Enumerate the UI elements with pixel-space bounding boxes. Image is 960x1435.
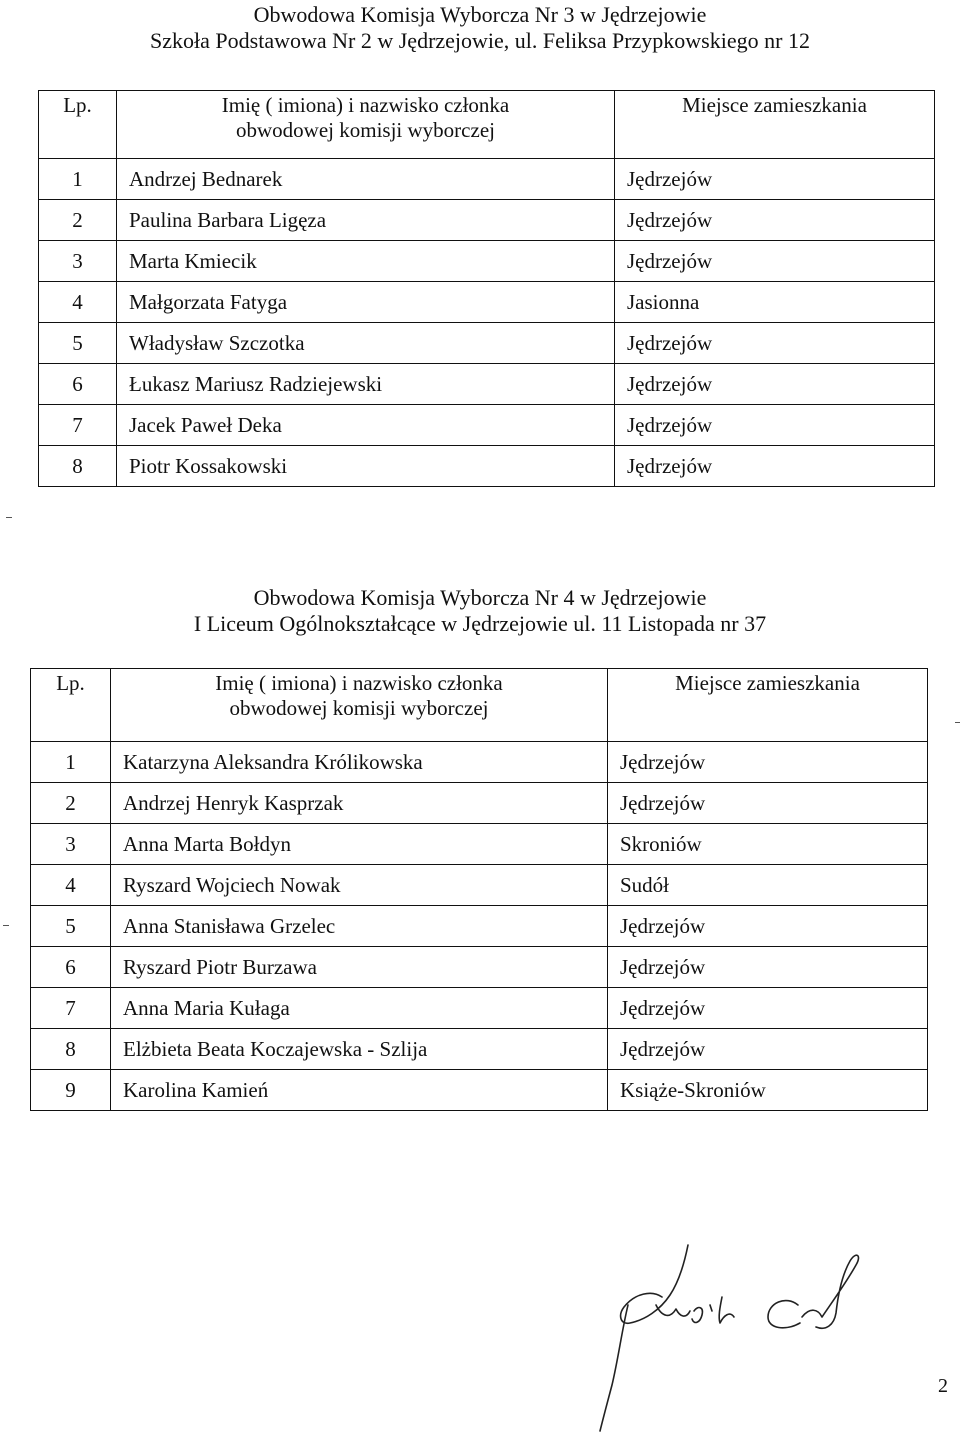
table-row: [39, 159, 935, 200]
section-1-address: Szkoła Podstawowa Nr 2 w Jędrzejowie, ul. Feliksa Przypkowskiego nr 12: [150, 28, 810, 53]
section-1-heading: [40, 2, 920, 54]
section-2-heading: [40, 585, 920, 637]
row-lp: 6: [31, 947, 111, 988]
row-name: Władysław Szczotka: [117, 323, 615, 364]
row-lp: 5: [31, 906, 111, 947]
row-place: Jędrzejów: [608, 742, 928, 783]
table-row: [39, 282, 935, 323]
table-row: [31, 1029, 928, 1070]
row-lp: 7: [31, 988, 111, 1029]
table-row: [39, 446, 935, 487]
scan-mark: [955, 722, 960, 723]
table-row: [31, 906, 928, 947]
row-name: Anna Maria Kułaga: [111, 988, 608, 1029]
row-place: Jędrzejów: [608, 783, 928, 824]
row-lp: 2: [39, 200, 117, 241]
row-name: Paulina Barbara Ligęza: [117, 200, 615, 241]
header-lp: Lp.: [31, 669, 111, 742]
header-lp: Lp.: [39, 91, 117, 159]
section-1-title: Obwodowa Komisja Wyborcza Nr 3 w Jędrzejowie: [253, 2, 707, 27]
row-lp: 8: [39, 446, 117, 487]
row-place: Jasionna: [615, 282, 935, 323]
table-row: [39, 323, 935, 364]
header-place: Miejsce zamieszkania: [615, 91, 935, 159]
table-row: [31, 742, 928, 783]
row-place: Jędrzejów: [615, 405, 935, 446]
scan-mark: [3, 925, 9, 926]
handwritten-signature: [590, 1235, 890, 1435]
section-2-table: [30, 668, 928, 1111]
row-place: Jędrzejów: [615, 200, 935, 241]
row-name: Ryszard Wojciech Nowak: [111, 865, 608, 906]
scan-mark: [6, 517, 12, 518]
header-place: Miejsce zamieszkania: [608, 669, 928, 742]
table-row: [31, 947, 928, 988]
header-name: [117, 91, 615, 159]
row-lp: 1: [39, 159, 117, 200]
table-row: [39, 200, 935, 241]
row-name: Anna Stanisława Grzelec: [111, 906, 608, 947]
table-row: [31, 824, 928, 865]
header-name-line2: obwodowej komisji wyborczej: [229, 696, 489, 720]
section-1-table: [38, 90, 935, 487]
row-place: Jędrzejów: [615, 241, 935, 282]
table-header-row: [31, 669, 928, 742]
row-place: Jędrzejów: [615, 159, 935, 200]
header-name: [111, 669, 608, 742]
row-name: Anna Marta Bołdyn: [111, 824, 608, 865]
row-name: Małgorzata Fatyga: [117, 282, 615, 323]
row-place: Jędrzejów: [608, 906, 928, 947]
row-place: Skroniów: [608, 824, 928, 865]
row-name: Elżbieta Beata Koczajewska - Szlija: [111, 1029, 608, 1070]
row-place: Jędrzejów: [608, 1029, 928, 1070]
row-name: Andrzej Henryk Kasprzak: [111, 783, 608, 824]
row-place: Sudół: [608, 865, 928, 906]
table-row: [31, 783, 928, 824]
table-row: [31, 1070, 928, 1111]
header-name-line2: obwodowej komisji wyborczej: [236, 118, 495, 142]
row-lp: 2: [31, 783, 111, 824]
row-lp: 9: [31, 1070, 111, 1111]
row-name: Ryszard Piotr Burzawa: [111, 947, 608, 988]
row-name: Marta Kmiecik: [117, 241, 615, 282]
row-place: Jędrzejów: [615, 364, 935, 405]
section-2-title: Obwodowa Komisja Wyborcza Nr 4 w Jędrzejowie: [253, 585, 707, 610]
section-2-address: I Liceum Ogólnokształcące w Jędrzejowie ul. 11 Listopada nr 37: [193, 611, 767, 636]
row-place: Jędrzejów: [615, 446, 935, 487]
table-row: [31, 865, 928, 906]
table-row: [31, 988, 928, 1029]
row-lp: 8: [31, 1029, 111, 1070]
table-row: [39, 241, 935, 282]
row-lp: 3: [39, 241, 117, 282]
row-place: Książe-Skroniów: [608, 1070, 928, 1111]
row-place: Jędrzejów: [615, 323, 935, 364]
row-lp: 6: [39, 364, 117, 405]
header-name-line1: Imię ( imiona) i nazwisko członka: [215, 671, 503, 695]
section-2-rows: [31, 742, 928, 1111]
row-lp: 3: [31, 824, 111, 865]
row-name: Karolina Kamień: [111, 1070, 608, 1111]
row-name: Jacek Paweł Deka: [117, 405, 615, 446]
row-place: Jędrzejów: [608, 947, 928, 988]
row-lp: 5: [39, 323, 117, 364]
row-name: Łukasz Mariusz Radziejewski: [117, 364, 615, 405]
page-number: 2: [938, 1375, 948, 1397]
row-name: Katarzyna Aleksandra Królikowska: [111, 742, 608, 783]
row-name: Piotr Kossakowski: [117, 446, 615, 487]
row-name: Andrzej Bednarek: [117, 159, 615, 200]
row-lp: 4: [31, 865, 111, 906]
section-1-rows: [39, 159, 935, 487]
header-name-line1: Imię ( imiona) i nazwisko członka: [221, 93, 510, 117]
row-lp: 1: [31, 742, 111, 783]
table-row: [39, 364, 935, 405]
row-lp: 7: [39, 405, 117, 446]
row-lp: 4: [39, 282, 117, 323]
table-row: [39, 405, 935, 446]
row-place: Jędrzejów: [608, 988, 928, 1029]
table-header-row: [39, 91, 935, 159]
